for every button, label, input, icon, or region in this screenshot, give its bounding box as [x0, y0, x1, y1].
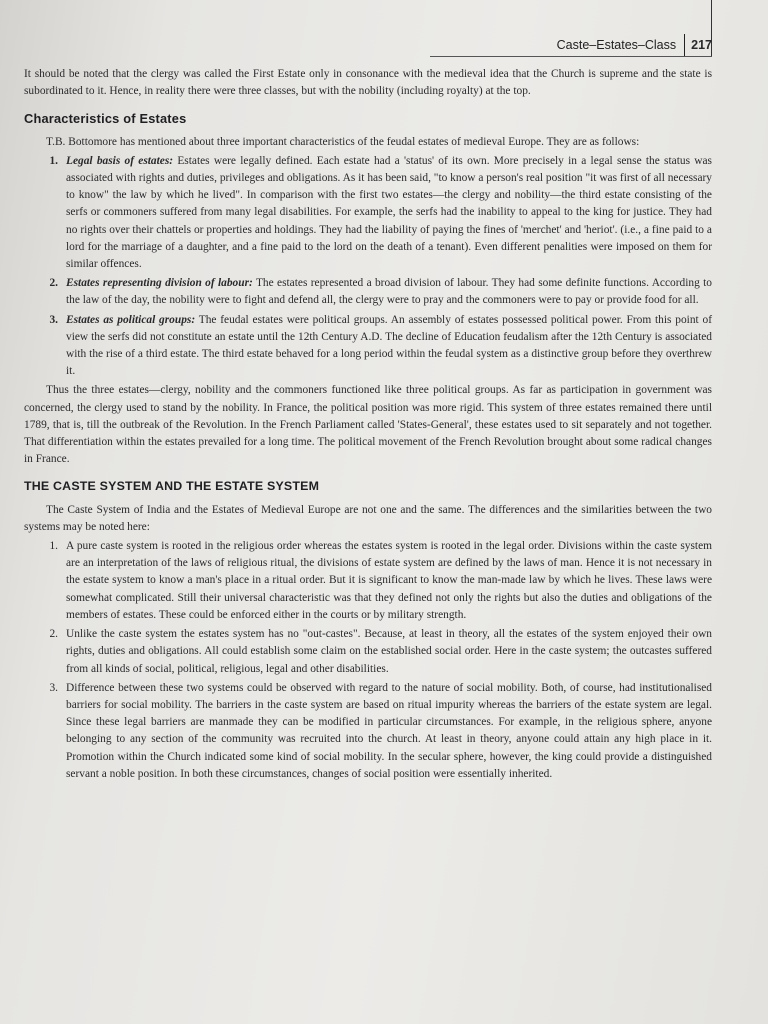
section2-intro: The Caste System of India and the Estates of Medieval Europe are not one and the same. The differences and the similarities between the two systems may be noted here:: [24, 503, 712, 533]
list-item: [24, 680, 712, 783]
list-item: [24, 626, 712, 678]
item-text: Estates were legally defined. Each estate had a 'status' of its own. More precisely in a legal sense the status was associated with rights and duties, privileges and obligations. As it has been said, "to know a person's real position "it was first of all necessary to know" the law by which he lived". In comparison with the first two estates—the clergy and nobility—the third estate consisting of the serfs or commoners suffered from many legal disabilities. For example, the serfs had the inability to appeal to the king for justice. They had no rights over their chattels or properties and holdings. They had the liability of paying the fines of 'merchet' and 'heriot'. (i.e., a fine paid to a lord for the marriage of a daughter, and a fine paid to the lord on the death of a tenant). Even different penalities were imposed on them for similar offences.: [66, 154, 712, 271]
list-number: 1.: [49, 540, 58, 553]
header-rule: [430, 56, 712, 57]
page-body: [24, 66, 712, 785]
page-number: 217: [684, 34, 712, 56]
list-number: 1.: [49, 154, 58, 167]
section1-intro: T.B. Bottomore has mentioned about three important characteristics of the feudal estates of medieval Europe. They are as follows:: [46, 135, 640, 148]
list-number: 2.: [49, 277, 58, 290]
item-text: Unlike the caste system the estates system has no "out-castes". Because, at least in theory, all the estates of the system enjoyed their own rights, duties and obligations. All could establish some claim on the established social order. Here in the caste system; the outcastes suffered from all kinds of social, political, religious, legal and other disabilities.: [66, 628, 712, 675]
characteristics-list: [24, 153, 712, 381]
list-number: 3.: [49, 681, 58, 694]
list-item: [24, 153, 712, 273]
section-heading-caste-estate: THE CASTE SYSTEM AND THE ESTATE SYSTEM: [24, 479, 320, 494]
section-heading-characteristics: Characteristics of Estates: [24, 111, 187, 127]
page-header: [557, 34, 712, 56]
intro-paragraph: It should be noted that the clergy was called the First Estate only in consonance with the medieval idea that the Church is supreme and the state is subordinated to it. Hence, in reality there were three classes, but with the nobility (including royalty) at the top.: [24, 68, 712, 98]
list-item: [24, 312, 712, 381]
item-text: The estates represented a broad division of labour. They had some definite functions. According to the law of the day, the nobility were to fight and defend all, the clergy were to pray and the commoners were to pay or provide food for all.: [66, 277, 712, 307]
running-head: Caste–Estates–Class: [556, 38, 677, 52]
item-lead: Estates representing division of labour:: [66, 277, 253, 290]
list-item: [24, 538, 712, 624]
item-text: A pure caste system is rooted in the religious order whereas the estates system is rooted in the legal order. Divisions within the caste system are an interpretation of the laws of religious ritual, the divisions of estate system are defined by the laws of man. Hence it is not necessary in the estate system to know a man's place in a ritual order. But it is significant to know the man-made law by which he lives. These laws were somewhat complicated. Still their universal characteristic was that they defined not only the rights but also the duties and obligations of the members of estates. These could be enforced either in the courts or by military strength.: [66, 540, 712, 621]
list-number: 2.: [49, 628, 58, 641]
item-lead: Estates as political groups:: [66, 313, 196, 326]
section1-closing: Thus the three estates—clergy, nobility and the commoners functioned like three political groups. As far as participation in government was concerned, the clergy used to stand by the nobility. In France, the political position was more rigid. This system of three estates remained there until 1789, that is, till the outbreak of the Revolution. In the French Parliament called 'States-General', these estates used to sit separately and not together. That differentiation within the estates prevailed for a long time. The political movement of the French Revolution brought about some radical changes in France.: [24, 384, 712, 466]
item-text: The feudal estates were political groups. An assembly of estates possessed political power. From this point of view the serfs did not constitute an estate until the 12th Century A.D. The decline of Education feudalism after the 12th Century is associated with the rise of a third estate. The third estate behaved for a long period within the feudal system as a distinctive group before they overthrew it.: [66, 313, 712, 378]
list-item: [24, 275, 712, 309]
item-lead: Legal basis of estates:: [66, 154, 174, 167]
differences-list: [24, 538, 712, 783]
list-number: 3.: [49, 313, 58, 326]
item-text: Difference between these two systems could be observed with regard to the nature of social mobility. Both, of course, had institutionalised barriers for social mobility. The barriers in the caste system are based on ritual impurity whereas the barriers of the estate system are legal. Since these legal barriers are manmade they can be modified in particular circumstances. For example, in the religious sphere, anyone belonging to any section of the community was recruited into the church. At least in theory, anyone could attain any high place in it. Promotion within the Church indicated some kind of social mobility. In the secular sphere, however, the king could provide a distinguished servant a noble position. In both these circumstances, changes of social position were essentially inherited.: [66, 681, 712, 780]
